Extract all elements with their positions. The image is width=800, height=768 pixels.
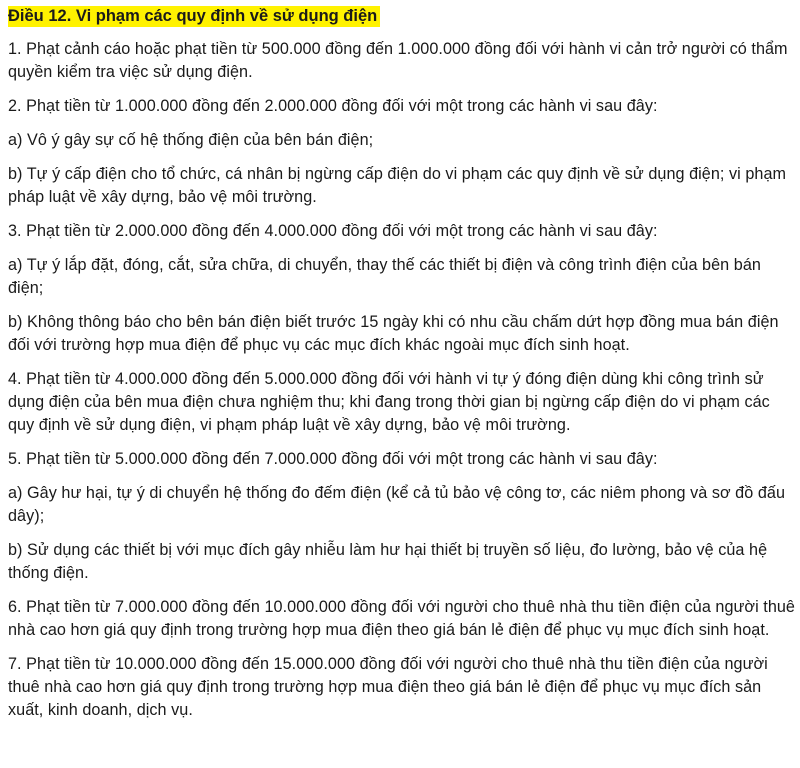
article-paragraph-2b: b) Tự ý cấp điện cho tổ chức, cá nhân bị ngừng cấp điện do vi phạm các quy định về sử dụng điện; vi phạm pháp luật về xây dựng, bảo vệ môi trường. — [8, 165, 787, 206]
article-paragraph-3: 3. Phạt tiền từ 2.000.000 đồng đến 4.000.000 đồng đối với một trong các hành vi sau đây: — [8, 222, 658, 240]
article-paragraph-6: 6. Phạt tiền từ 7.000.000 đồng đến 10.000.000 đồng đối với người cho thuê nhà thu tiền điện của người thuê nhà cao hơn giá quy định trong trường hợp mua điện theo giá bán lẻ điện để phục vụ mục đích sinh hoạt. — [8, 598, 795, 639]
article-paragraph-3a: a) Tự ý lắp đặt, đóng, cắt, sửa chữa, di chuyển, thay thế các thiết bị điện và công trình điện của bên bán điện; — [8, 256, 761, 297]
article-paragraph-5a: a) Gây hư hại, tự ý di chuyển hệ thống đo đếm điện (kể cả tủ bảo vệ công tơ, các niêm phong và sơ đồ đấu dây); — [8, 484, 785, 525]
article-paragraph-1: 1. Phạt cảnh cáo hoặc phạt tiền từ 500.000 đồng đến 1.000.000 đồng đối với hành vi cản trở người có thẩm quyền kiểm tra việc sử dụng điện. — [8, 40, 788, 81]
article-paragraph-5: 5. Phạt tiền từ 5.000.000 đồng đến 7.000.000 đồng đối với một trong các hành vi sau đây: — [8, 450, 658, 468]
article-paragraph-4: 4. Phạt tiền từ 4.000.000 đồng đến 5.000.000 đồng đối với hành vi tự ý đóng điện dùng khi công trình sử dụng điện của bên mua điện chưa nghiệm thu; khi đang trong thời gian bị ngừng cấp điện do vi phạm các quy định về sử dụng điện, vi phạm pháp luật về xây dựng, bảo vệ môi trường. — [8, 370, 770, 434]
article-paragraph-2a: a) Vô ý gây sự cố hệ thống điện của bên bán điện; — [8, 131, 374, 149]
article-heading — [8, 4, 796, 29]
article-paragraph-5b: b) Sử dụng các thiết bị với mục đích gây nhiễu làm hư hại thiết bị truyền số liệu, đo lường, bảo vệ của hệ thống điện. — [8, 541, 768, 582]
article-paragraph-3b: b) Không thông báo cho bên bán điện biết trước 15 ngày khi có nhu cầu chấm dứt hợp đồng mua bán điện đối với trường hợp mua điện để phục vụ các mục đích khác ngoài mục đích sinh hoạt. — [8, 313, 779, 354]
article-document — [8, 4, 796, 733]
article-paragraph-7: 7. Phạt tiền từ 10.000.000 đồng đến 15.000.000 đồng đối với người cho thuê nhà thu tiền điện của người thuê nhà cao hơn giá quy định trong trường hợp mua điện theo giá bán lẻ điện để phục vụ mục đích sản xuất, kinh doanh, dịch vụ. — [8, 655, 768, 719]
article-title: Điều 12. Vi phạm các quy định về sử dụng điện — [8, 6, 380, 27]
article-paragraph-2: 2. Phạt tiền từ 1.000.000 đồng đến 2.000.000 đồng đối với một trong các hành vi sau đây: — [8, 97, 658, 115]
